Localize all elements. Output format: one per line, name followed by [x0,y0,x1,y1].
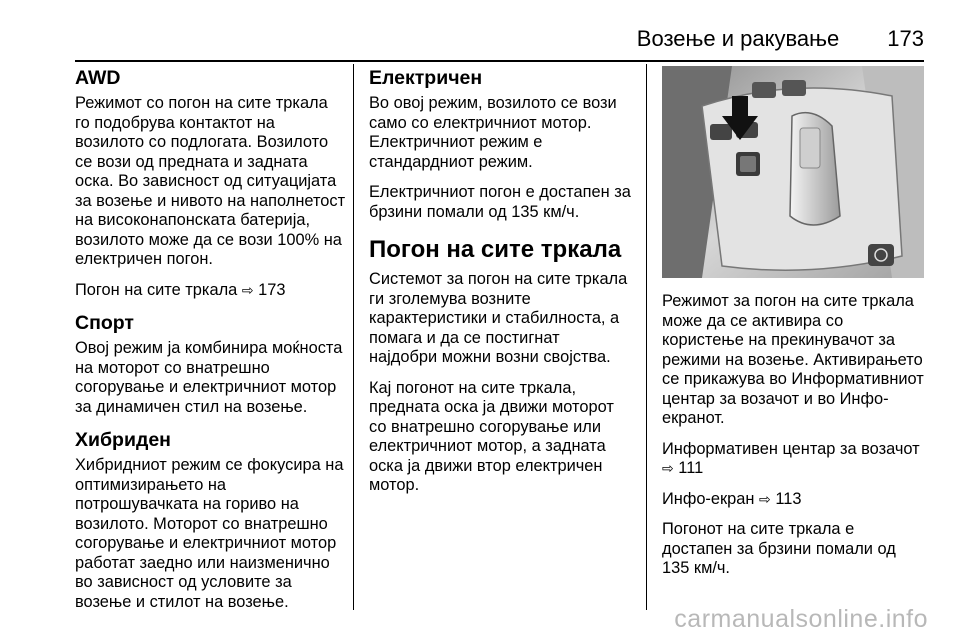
electric-heading: Електричен [369,67,483,89]
electric-paragraph-2: Електричниот погон е достапен за брзини помали од 135 км/ч. [369,183,631,221]
driver-info-reference-page: 111 [678,459,704,477]
hybrid-heading: Хибриден [75,429,171,451]
speed-limit-paragraph: Погонот на сите тркала е достапен за брзини помали од 135 км/ч. [662,520,896,577]
page-ref-arrow-icon: ⇨ [241,281,254,298]
column-left [75,66,347,623]
header-rule [75,60,924,62]
info-display-reference[interactable] [662,490,924,510]
electric-paragraph-1: Во овој режим, возилото се вози само со електричниот мотор. Електричниот режим е стандардниот режим. [369,94,617,171]
activation-paragraph: Режимот за погон на сите тркала може да се активира со користење на прекинувачот за режими на возење. Активирањето се прикажува во Информативниот центар за возачот и во Инфо-екранот. [662,292,924,427]
page-header [637,26,924,52]
awd-heading: AWD [75,67,121,89]
awd-paragraph: Режимот со погон на сите тркала го подобрува контактот на возилото со подлогата. Возилото се вози од предната и задната оска. Во зависност од ситуацијата за возење и нивото на наполнетост на високонапонската батерија, возилото може да се вози 100% на електричен погон. [75,94,346,268]
column-right [662,66,924,590]
column-middle [369,66,631,507]
driver-info-reference-text: Информативен центар за возачот [662,439,920,458]
header-title: Возење и ракување [636,26,840,51]
awd-section-paragraph-1: Системот за погон на сите тркала ги зголемува возните карактеристики и стабилноста, а помага и да се постигнат најдобри можни возни својства. [369,270,628,366]
sport-paragraph: Овој режим ја комбинира моќноста на моторот со внатрешно согорување и електричниот мотор за динамичен стил на возење. [75,339,343,416]
hybrid-paragraph: Хибридниот режим се фокусира на оптимизирањето на потрошувачката на гориво на возилото. Моторот со внатрешно согорување и електричниот мотор работат заедно или наизменично во зависност од условите за возење и стилот на возење. [75,456,344,611]
sport-heading: Спорт [75,312,134,334]
driver-info-reference[interactable] [662,440,924,479]
awd-reference-text: Погон на сите тркала [75,280,238,299]
column-divider [353,64,354,610]
page-ref-arrow-icon: ⇨ [662,460,674,476]
watermark: carmanualsonline.info [674,605,928,633]
page-ref-arrow-icon: ⇨ [759,490,771,507]
page-number: 173 [887,26,924,51]
info-display-reference-text: Инфо-екран [662,489,755,508]
awd-reference[interactable] [75,281,347,301]
awd-button-photo [662,66,924,278]
info-display-reference-page: 113 [775,489,802,508]
column-divider [646,64,647,610]
awd-reference-page: 173 [258,280,286,299]
awd-section-paragraph-2: Кај погонот на сите тркала, предната оска ја движи моторот со внатрешно согорување или електричниот мотор, а задната оска ја движи втор електричен мотор. [369,378,614,494]
awd-section-heading: Погон на сите тркала [369,236,622,263]
